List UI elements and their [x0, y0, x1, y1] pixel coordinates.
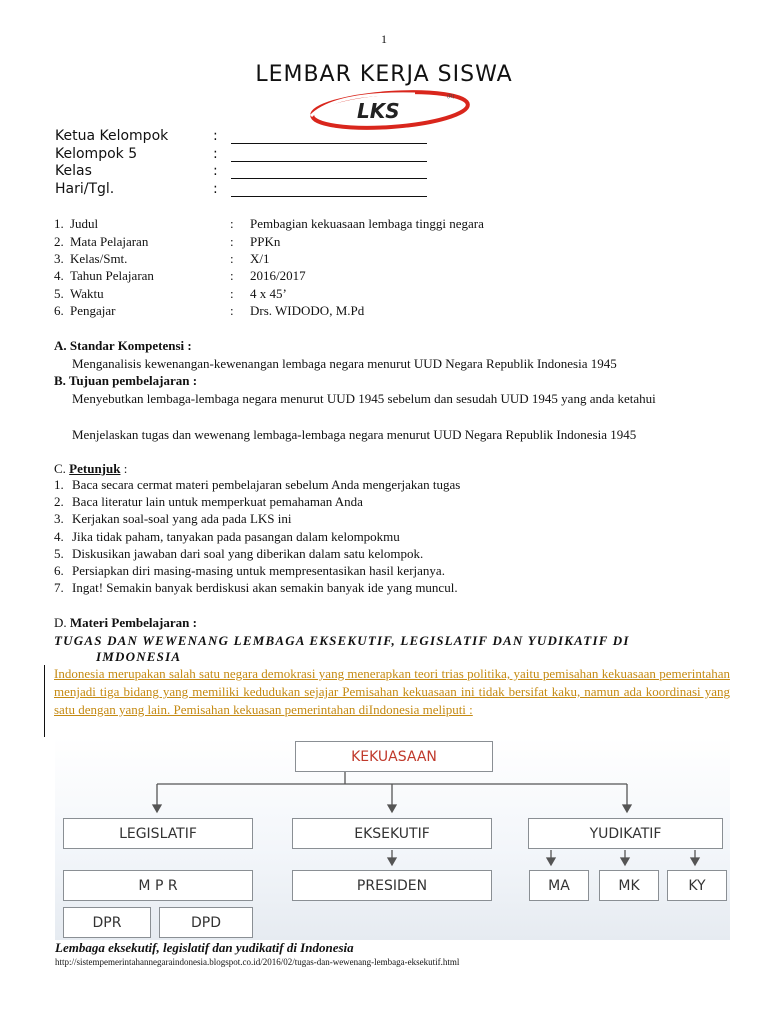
revision-bar — [44, 665, 45, 737]
eksekutif-box: EKSEKUTIF — [292, 818, 492, 849]
identity-blank-line[interactable] — [231, 161, 427, 162]
instruction-text: Kerjakan soal-soal yang ada pada LKS ini — [72, 511, 292, 526]
identity-colon: : — [213, 146, 218, 162]
identity-colon: : — [213, 181, 218, 197]
section-d-title: Materi Pembelajaran : — [69, 615, 197, 630]
instruction-text: Baca secara cermat materi pembelajaran sebelum Anda mengerjakan tugas — [72, 477, 461, 492]
instruction-item — [54, 494, 363, 510]
instruction-number: 1. — [54, 477, 64, 492]
info-label: Pengajar — [70, 303, 116, 318]
logo-registered-mark: (R) — [447, 94, 455, 100]
yudikatif-box: YUDIKATIF — [528, 818, 723, 849]
page-number: 1 — [381, 32, 387, 46]
section-c-letter: C. — [54, 461, 66, 476]
diagram-caption: Lembaga eksekutif, legislatif dan yudikatif di Indonesia — [55, 940, 354, 955]
instruction-item — [54, 546, 423, 562]
kekuasaan-box: KEKUASAAN — [295, 741, 493, 772]
instruction-number: 2. — [54, 494, 64, 509]
ma-box: MA — [529, 870, 589, 901]
info-number: 6. — [54, 303, 64, 318]
section-d-letter: D. — [54, 615, 67, 630]
section-c-title: Petunjuk — [69, 461, 121, 476]
instruction-item — [54, 477, 460, 493]
info-value: 2016/2017 — [250, 268, 306, 283]
info-value: PPKn — [250, 234, 281, 249]
instruction-text: Jika tidak paham, tanyakan pada pasangan dalam kelompokmu — [72, 529, 400, 544]
ky-box: KY — [667, 870, 727, 901]
dpd-box: DPD — [159, 907, 253, 938]
identity-label: Kelompok 5 — [55, 146, 138, 162]
mpr-box: M P R — [63, 870, 253, 901]
instruction-number: 3. — [54, 511, 64, 526]
section-a-heading: A. Standar Kompetensi : — [54, 338, 192, 353]
section-b-text-1: Menyebutkan lembaga-lembaga negara menurut UUD 1945 sebelum dan sesudah UUD 1945 yang anda ketahui — [72, 391, 656, 406]
materi-paragraph — [54, 665, 730, 719]
info-number: 5. — [54, 286, 64, 301]
info-value: 4 x 45’ — [250, 286, 287, 301]
materi-subtitle-line-2: IMDONESIA — [96, 649, 182, 664]
identity-blank-line[interactable] — [231, 143, 427, 144]
info-number: 1. — [54, 216, 64, 231]
instruction-number: 7. — [54, 580, 64, 595]
section-c-heading — [54, 461, 127, 477]
logo-text: LKS — [357, 99, 400, 123]
materi-subtitle: TUGAS DAN WEWENANG LEMBAGA EKSEKUTIF, LEGISLATIF DAN YUDIKATIF DI — [54, 633, 630, 648]
identity-label: Hari/Tgl. — [55, 181, 115, 197]
identity-colon: : — [213, 128, 218, 144]
presiden-box: PRESIDEN — [292, 870, 492, 901]
lks-logo — [305, 88, 475, 134]
instruction-item — [54, 563, 445, 579]
instruction-text: Ingat! Semakin banyak berdiskusi akan semakin banyak ide yang muncul. — [72, 580, 458, 595]
instruction-number: 5. — [54, 546, 64, 561]
info-label: Kelas/Smt. — [70, 251, 128, 266]
section-a-text: Menganalisis kewenangan-kewenangan lembaga negara menurut UUD Negara Republik Indonesia 1945 — [72, 356, 617, 371]
instruction-text: Diskusikan jawaban dari soal yang diberikan dalam satu kelompok. — [72, 546, 424, 561]
info-colon: : — [230, 216, 234, 231]
materi-paragraph-text: Indonesia merupakan salah satu negara demokrasi yang menerapkan teori trias politika, yaitu pemisahan kekuasaan pemerintahan menjadi tiga bidang yang memiliki kedudukan sejajar Pemisahan kekuasaan ini tidak bersifat kaku, namun ada koordinasi yang satu dengan yang lain. Pemisahan kekuasan pemerintahan diIndonesia meliputi : — [54, 666, 730, 717]
info-label: Tahun Pelajaran — [70, 268, 154, 283]
section-d-heading — [54, 615, 197, 631]
identity-label: Ketua Kelompok — [55, 128, 169, 144]
identity-blank-line[interactable] — [231, 178, 427, 179]
mk-box: MK — [599, 870, 659, 901]
instruction-item — [54, 511, 291, 527]
legislatif-box: LEGISLATIF — [63, 818, 253, 849]
info-colon: : — [230, 251, 234, 266]
lks-logo-graphic — [305, 88, 475, 134]
source-url[interactable]: http://sistempemerintahannegaraindonesia.blogspot.co.id/2016/02/tugas-dan-wewenang-lembaga-eksekutif.html — [55, 957, 460, 967]
info-label: Judul — [70, 216, 99, 231]
section-c-suffix: : — [120, 461, 128, 476]
document-title: LEMBAR KERJA SISWA — [255, 62, 513, 87]
instruction-item — [54, 580, 458, 596]
instruction-number: 6. — [54, 563, 64, 578]
instruction-text: Baca literatur lain untuk memperkuat pemahaman Anda — [72, 494, 363, 509]
info-label: Mata Pelajaran — [70, 234, 149, 249]
info-value: X/1 — [250, 251, 270, 266]
info-number: 2. — [54, 234, 64, 249]
identity-label: Kelas — [55, 163, 92, 179]
section-b-heading: B. Tujuan pembelajaran : — [54, 373, 198, 388]
info-colon: : — [230, 303, 234, 318]
info-value: Drs. WIDODO, M.Pd — [250, 303, 365, 318]
info-number: 4. — [54, 268, 64, 283]
instruction-item — [54, 529, 400, 545]
info-label: Waktu — [70, 286, 104, 301]
section-b-text-2: Menjelaskan tugas dan wewenang lembaga-lembaga negara menurut UUD Negara Republik Indonesia 1945 — [72, 427, 637, 442]
instruction-text: Persiapkan diri masing-masing untuk mempresentasikan hasil kerjanya. — [72, 563, 445, 578]
info-colon: : — [230, 234, 234, 249]
info-colon: : — [230, 286, 234, 301]
info-colon: : — [230, 268, 234, 283]
kekuasaan-diagram — [55, 737, 730, 940]
info-number: 3. — [54, 251, 64, 266]
dpr-box: DPR — [63, 907, 151, 938]
info-value: Pembagian kekuasaan lembaga tinggi negara — [250, 216, 484, 231]
identity-colon: : — [213, 163, 218, 179]
instruction-number: 4. — [54, 529, 64, 544]
identity-blank-line[interactable] — [231, 196, 427, 197]
